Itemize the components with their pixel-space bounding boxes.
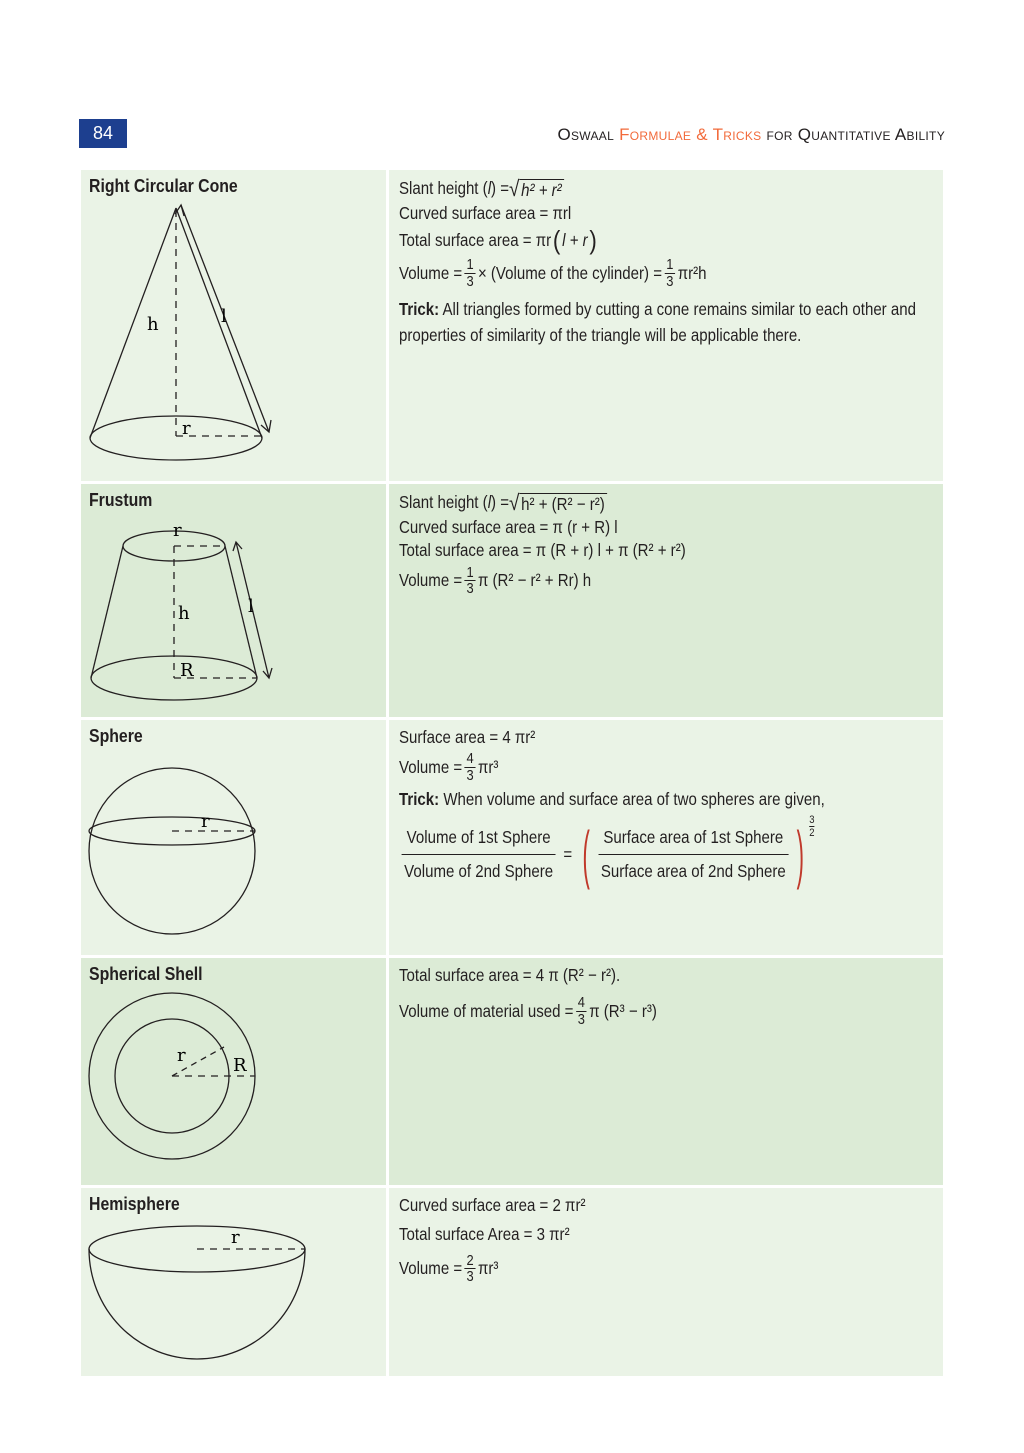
row-frustum: [81, 484, 943, 720]
shell-volume: Volume of material used = $\frac{4}{3}$ π (R³ − r³): [399, 994, 657, 1028]
sphere-title: Sphere: [89, 726, 143, 746]
row-shell: [81, 958, 943, 1188]
frustum-label-l: l: [248, 596, 254, 617]
hemisphere-formula-cell: [389, 1188, 943, 1376]
frustum-label-r: r: [173, 520, 182, 541]
running-head-pre: Oswaal: [557, 125, 620, 144]
cone-side-right: [176, 208, 262, 438]
fraction: $\frac{4}{3}$: [577, 994, 585, 1028]
sphere-label-r: r: [201, 811, 210, 832]
formula-table: [81, 170, 943, 1376]
page-number: 84: [79, 119, 127, 148]
shell-title: Spherical Shell: [89, 964, 203, 984]
sqrt-icon: √ h² + (R² − r²): [509, 492, 607, 514]
hemisphere-diagram: [81, 1188, 389, 1376]
frustum-figure-cell: [81, 484, 389, 717]
fraction: $\frac{4}{3}$: [466, 750, 474, 784]
hemisphere-csa: Curved surface area = 2 πr²: [399, 1195, 586, 1215]
frustum-label-h: h: [178, 603, 190, 624]
cone-label-l: l: [221, 306, 227, 327]
cone-title: Right Circular Cone: [89, 176, 238, 196]
row-hemisphere: [81, 1188, 943, 1376]
fraction: $\frac{1}{3}$: [666, 256, 674, 290]
frustum-slant-height: Slant height ( l ) = √ h² + (R² − r²): [399, 492, 867, 514]
cone-diagram: [81, 170, 389, 481]
row-sphere: [81, 720, 943, 958]
sphere-sa: Surface area = 4 πr²: [399, 727, 536, 747]
sqrt-icon: √ h² + r²: [509, 178, 564, 200]
cone-trick: Trick: All triangles formed by cutting a cone remains similar to each other and properties of similarity of the triangle will be applicable there.: [399, 298, 916, 345]
left-paren-icon: (: [582, 818, 591, 890]
frustum-label-R: R: [180, 660, 194, 681]
sphere-trick: Trick: When volume and surface area of two spheres are given,: [399, 788, 825, 809]
cone-volume: Volume = $\frac{1}{3}$ × (Volume of the cylinder) = $\frac{1}{3}$ πr²h: [399, 256, 707, 290]
right-paren-icon: ): [796, 818, 804, 890]
frustum-diagram: [81, 484, 389, 717]
sphere-figure-cell: [81, 720, 389, 955]
fraction: $\frac{1}{3}$: [466, 256, 474, 290]
shell-diagram: [81, 958, 389, 1185]
frustum-csa: Curved surface area = π (r + R) l: [399, 517, 618, 537]
frustum-volume: Volume = $\frac{1}{3}$ π (R² − r² + Rr) h: [399, 563, 592, 598]
sphere-formula-cell: [389, 720, 943, 955]
fraction: $\frac{2}{3}$: [466, 1251, 474, 1286]
shell-label-r: r: [177, 1045, 186, 1066]
hemisphere-title: Hemisphere: [89, 1194, 180, 1214]
cone-tsa: Total surface area = πr ( l + r ): [399, 225, 597, 256]
hemisphere-figure-cell: [81, 1188, 389, 1376]
shell-tsa: Total surface area = 4 π (R² − r²).: [399, 965, 621, 985]
hemisphere-tsa: Total surface Area = 3 πr²: [399, 1224, 570, 1245]
fraction: $\frac{1}{3}$: [466, 563, 474, 598]
cone-side-left: [90, 208, 176, 438]
sphere-outline: [89, 768, 255, 934]
frustum-side-left: [91, 546, 123, 678]
cone-slant-height: Slant height ( l ) = √ h² + r²: [399, 178, 867, 200]
sphere-diagram: [81, 720, 389, 955]
hemisphere-volume: Volume = $\frac{2}{3}$ πr³: [399, 1251, 499, 1286]
shell-figure-cell: [81, 958, 389, 1185]
cone-label-h: h: [147, 314, 159, 335]
frustum-formula-cell: [389, 484, 943, 717]
hemisphere-label-r: r: [231, 1227, 240, 1248]
exponent: 3 2: [809, 814, 815, 839]
cone-label-r: r: [182, 418, 191, 439]
frustum-title: Frustum: [89, 490, 153, 510]
running-head-post: for Quantitative Ability: [761, 125, 945, 144]
running-head: [557, 125, 945, 145]
cone-csa: Curved surface area = πrl: [399, 203, 572, 223]
cone-figure-cell: [81, 170, 389, 481]
sphere-volume: Volume = $\frac{4}{3}$ πr³: [399, 750, 499, 784]
sphere-ratio: Volume of 1st Sphere Volume of 2nd Sphere = ( Surface area of 1st Sphere Surface area of 2nd Sphere ) 3 2: [399, 822, 867, 886]
frustum-tsa: Total surface area = π (R + r) l + π (R² + r²): [399, 540, 686, 561]
cone-formula-cell: [389, 170, 943, 481]
shell-formula-cell: [389, 958, 943, 1185]
row-cone: [81, 170, 943, 484]
shell-label-R: R: [233, 1055, 247, 1076]
running-head-brand: Formulae & Tricks: [619, 125, 762, 144]
